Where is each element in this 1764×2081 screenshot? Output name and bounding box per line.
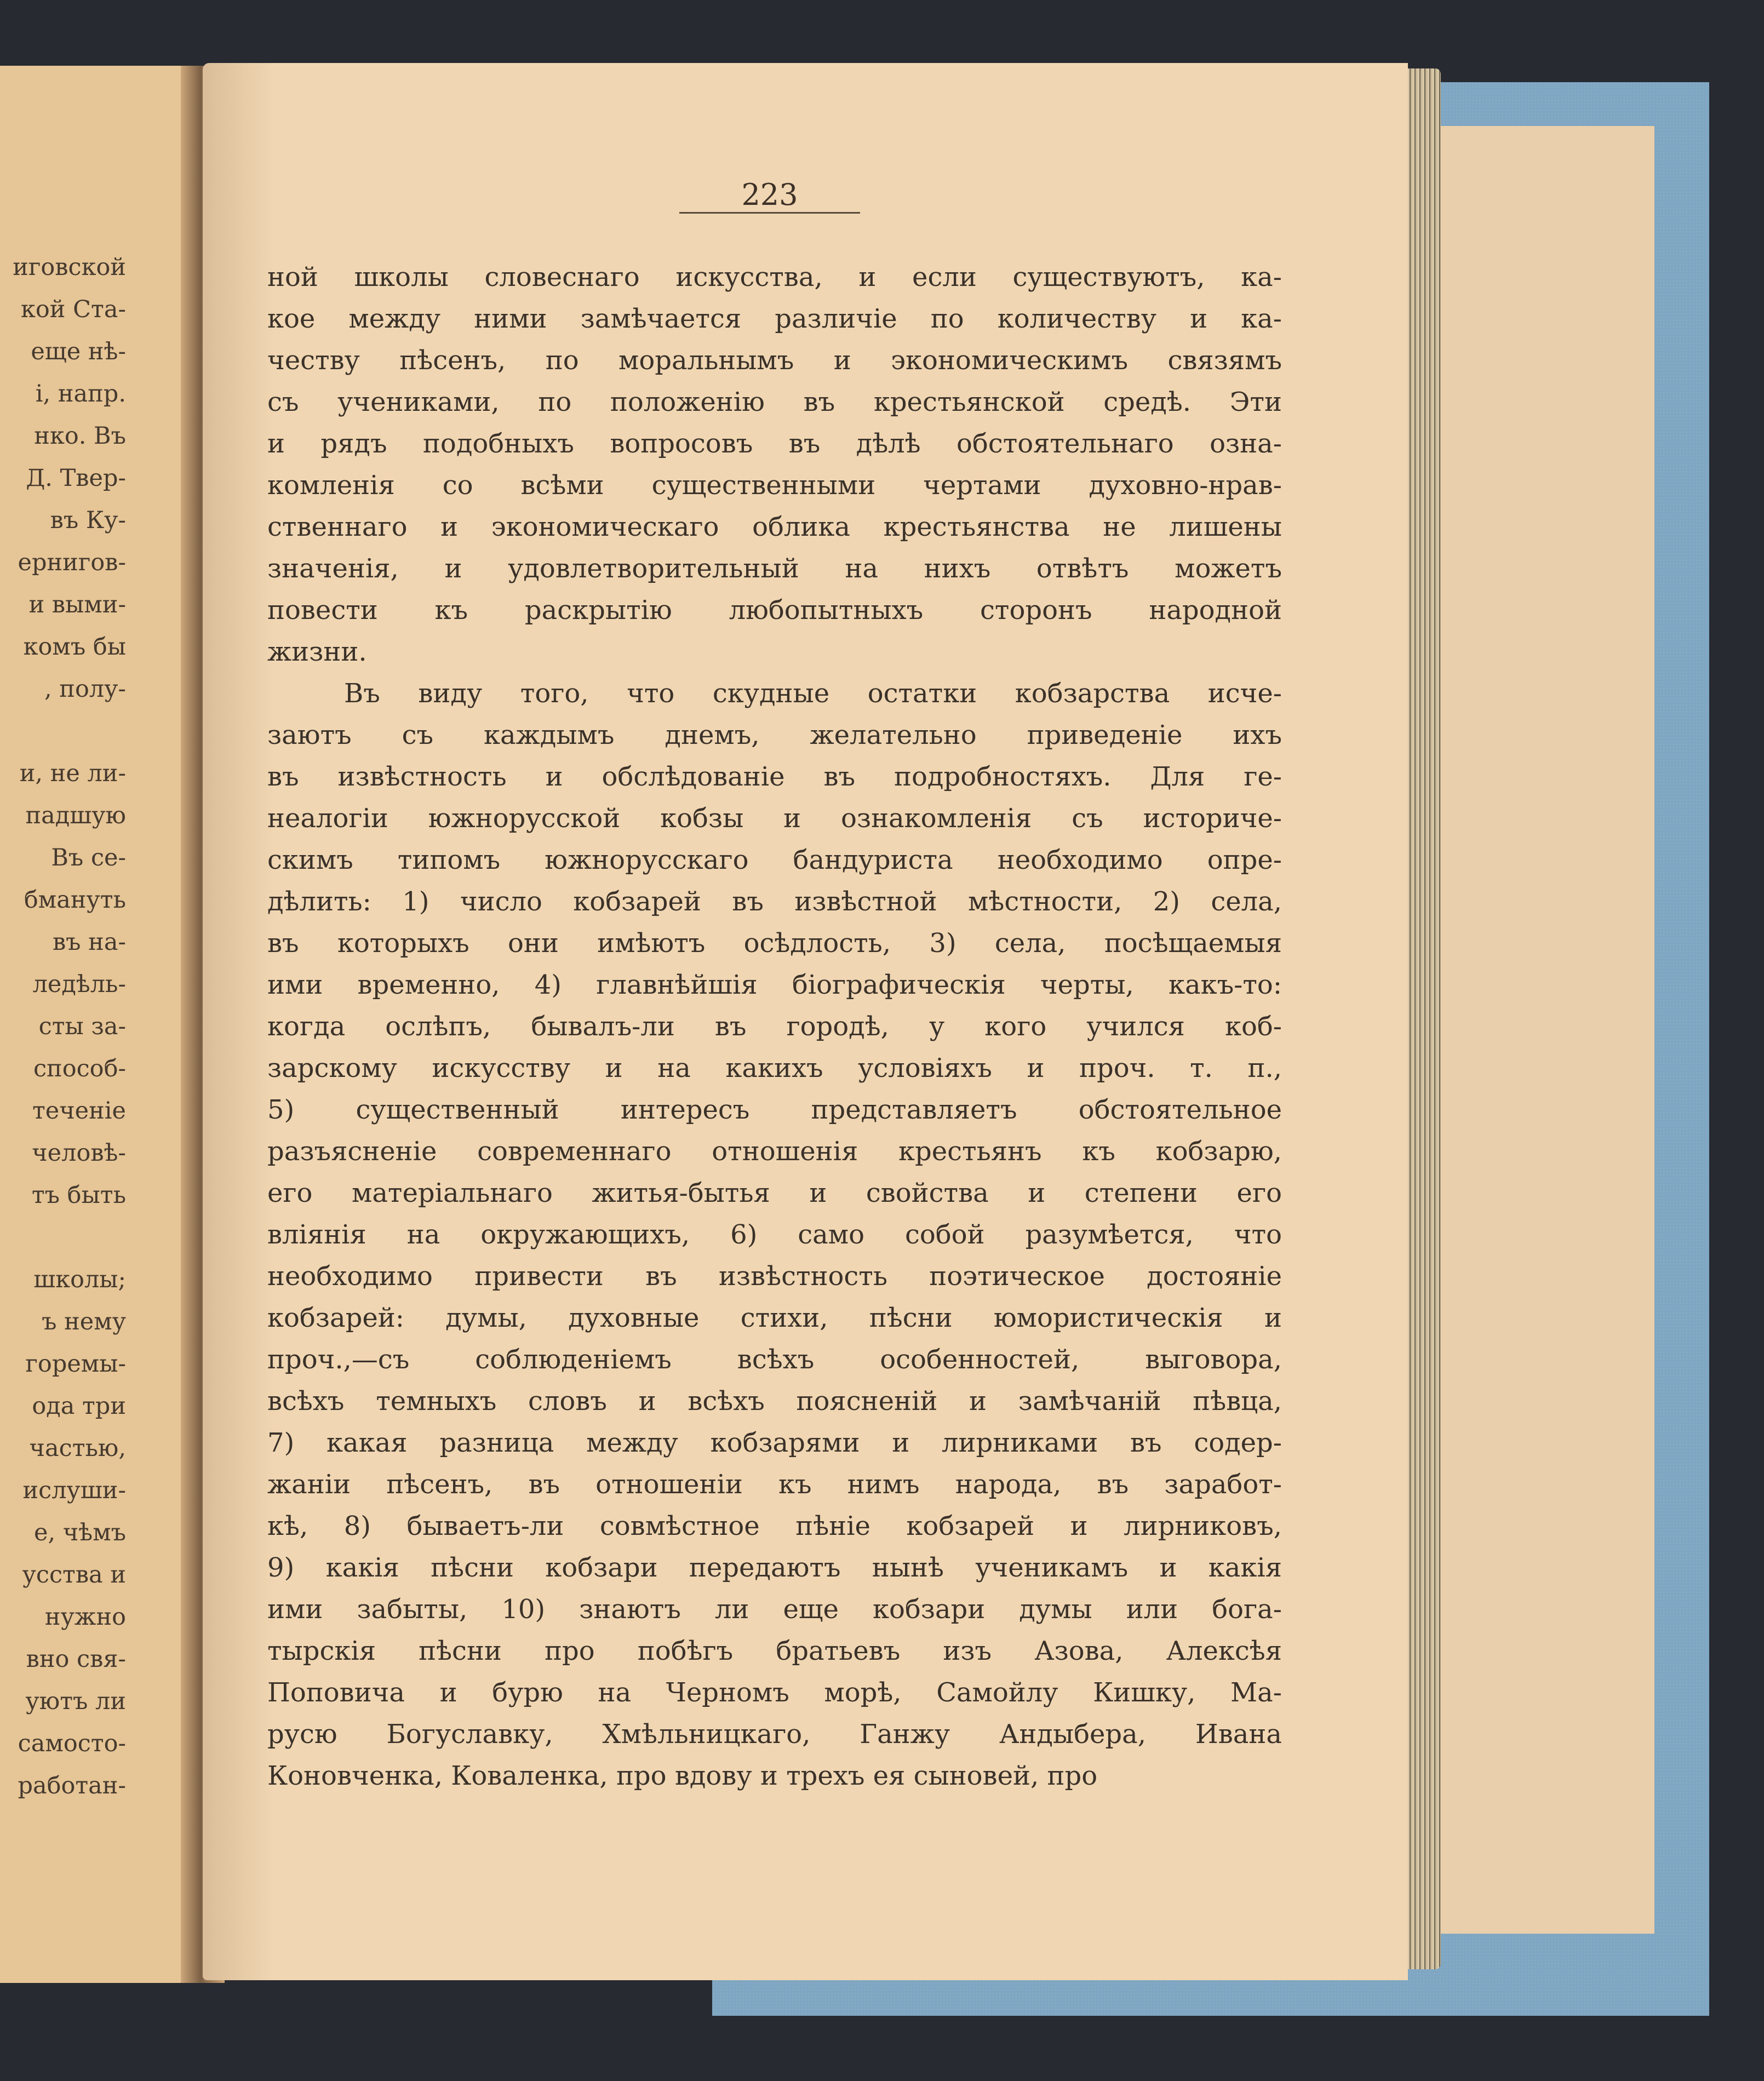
left-text-line: Въ се- — [51, 844, 126, 872]
left-text-line: школы; — [33, 1266, 126, 1293]
text-line: разъясненіе современнаго отношенія крестьянъ къ кобзарю, — [267, 1136, 1282, 1167]
text-line: тырскія пѣсни про побѣгъ братьевъ изъ Азова, Алексѣя — [267, 1636, 1282, 1666]
left-text-line: и, не ли- — [19, 760, 126, 787]
left-text-line: е, чѣмъ — [34, 1519, 126, 1546]
text-line: дѣлить: 1) число кобзарей въ извѣстной мѣстности, 2) села, — [267, 886, 1282, 917]
text-line: неалогіи южнорусской кобзы и ознакомленія съ историче- — [267, 803, 1282, 834]
text-line: русю Богуславку, Хмѣльницкаго, Ганжу Андыбера, Ивана — [267, 1719, 1282, 1750]
left-page-text — [0, 246, 126, 1807]
left-text-line: усства и — [22, 1561, 126, 1589]
left-text-line: горемы- — [25, 1350, 126, 1378]
left-text-line: кой Ста- — [21, 296, 126, 323]
text-line: скимъ типомъ южнорусскаго бандуриста необходимо опре- — [267, 845, 1282, 875]
left-text-line: нко. Въ — [34, 422, 126, 450]
text-line: ственнаго и экономическаго облика крестьянства не лишены — [267, 512, 1282, 542]
left-text-line: тъ быть — [31, 1182, 126, 1209]
text-line: ной школы словеснаго искусства, и если существуютъ, ка- — [267, 262, 1282, 293]
text-line: въ извѣстность и обслѣдованіе въ подробностяхъ. Для ге- — [267, 761, 1282, 792]
left-text-line: самосто- — [18, 1730, 126, 1757]
text-line: Поповича и бурю на Черномъ морѣ, Самойлу Кишку, Ма- — [267, 1677, 1282, 1708]
left-text-line: въ на- — [52, 928, 126, 956]
text-line: ими забыты, 10) знаютъ ли еще кобзари думы или бога- — [267, 1594, 1282, 1625]
text-line: и рядъ подобныхъ вопросовъ въ дѣлѣ обстоятельнаго озна- — [267, 428, 1282, 459]
left-text-line: способ- — [33, 1055, 126, 1082]
left-text-line: вно свя- — [26, 1646, 126, 1673]
left-text-line: уютъ ли — [25, 1688, 126, 1715]
text-line: 7) какая разница между кобзарями и лирниками въ содер- — [267, 1428, 1282, 1458]
text-line: жаніи пѣсенъ, въ отношеніи къ нимъ народа, въ заработ- — [267, 1469, 1282, 1500]
text-line: Въ виду того, что скудные остатки кобзарства исче- — [344, 678, 1282, 709]
left-text-line: ъ нему — [42, 1308, 126, 1335]
body-text — [267, 256, 1282, 1797]
text-line: жизни. — [267, 637, 367, 667]
left-text-line: і, напр. — [35, 380, 126, 408]
text-line: ими временно, 4) главнѣйшія біографическія черты, какъ-то: — [267, 970, 1282, 1000]
left-text-line: работан- — [18, 1772, 126, 1799]
left-text-line: въ Ку- — [50, 507, 126, 534]
text-line: всѣхъ темныхъ словъ и всѣхъ поясненій и замѣчаній пѣвца, — [267, 1386, 1282, 1417]
text-line: 9) какія пѣсни кобзари передаютъ нынѣ ученикамъ и какія — [267, 1552, 1282, 1583]
left-text-line — [0, 1217, 126, 1259]
text-line: зарскому искусству и на какихъ условіяхъ и проч. т. п., — [267, 1053, 1282, 1084]
left-page — [0, 66, 208, 1983]
text-line: кое между ними замѣчается различіе по количеству и ка- — [267, 303, 1282, 334]
text-line: честву пѣсенъ, по моральнымъ и экономическимъ связямъ — [267, 345, 1282, 376]
text-line: вліянія на окружающихъ, 6) само собой разумѣется, что — [267, 1219, 1282, 1250]
text-line: кобзарей: думы, духовные стихи, пѣсни юмористическія и — [267, 1303, 1282, 1333]
text-line: повести къ раскрытію любопытныхъ сторонъ народной — [267, 595, 1282, 626]
page-number: 223 — [679, 178, 860, 214]
text-line: съ учениками, по положенію въ крестьянской средѣ. Эти — [267, 387, 1282, 417]
left-text-line: иговской — [13, 254, 126, 281]
left-text-line: ислуши- — [22, 1477, 126, 1504]
text-line: проч.,—съ соблюденіемъ всѣхъ особенностей, выговора, — [267, 1344, 1282, 1375]
left-text-line: и выми- — [28, 591, 126, 618]
text-line: кѣ, 8) бываетъ-ли совмѣстное пѣніе кобзарей и лирниковъ, — [267, 1511, 1282, 1541]
left-text-line: ледѣль- — [32, 971, 126, 998]
text-line: когда ослѣпъ, бывалъ-ли въ городѣ, у кого учился коб- — [267, 1011, 1282, 1042]
left-text-line: комъ бы — [23, 633, 126, 661]
left-text-line: частью, — [29, 1435, 126, 1462]
left-text-line: Д. Твер- — [26, 465, 126, 492]
left-text-line: еще нѣ- — [31, 338, 126, 365]
left-text-line: теченіе — [32, 1097, 126, 1125]
text-line: Коновченка, Коваленка, про вдову и трехъ ея сыновей, про — [267, 1761, 1098, 1791]
text-line: заютъ съ каждымъ днемъ, желательно приведеніе ихъ — [267, 720, 1282, 750]
left-text-line: ода три — [32, 1392, 126, 1420]
text-line: въ которыхъ они имѣютъ осѣдлость, 3) села, посѣщаемыя — [267, 928, 1282, 959]
left-text-line: ернигов- — [18, 549, 126, 576]
text-line: его матеріальнаго житья-бытья и свойства и степени его — [267, 1178, 1282, 1208]
text-line: необходимо привести въ извѣстность поэтическое достояніе — [267, 1261, 1282, 1292]
left-text-line: человѣ- — [32, 1139, 126, 1167]
left-text-line: , полу- — [44, 675, 126, 703]
text-line: значенія, и удовлетворительный на нихъ отвѣтъ можетъ — [267, 553, 1282, 584]
left-text-line: падшую — [25, 802, 126, 829]
text-line: комленія со всѣми существенными чертами духовно-нрав- — [267, 470, 1282, 501]
left-text-line: сты за- — [38, 1013, 126, 1040]
left-text-line: бмануть — [24, 886, 126, 914]
left-text-line: нужно — [44, 1603, 126, 1631]
text-line: 5) существенный интересъ представляетъ обстоятельное — [267, 1094, 1282, 1125]
left-text-line — [0, 710, 126, 753]
